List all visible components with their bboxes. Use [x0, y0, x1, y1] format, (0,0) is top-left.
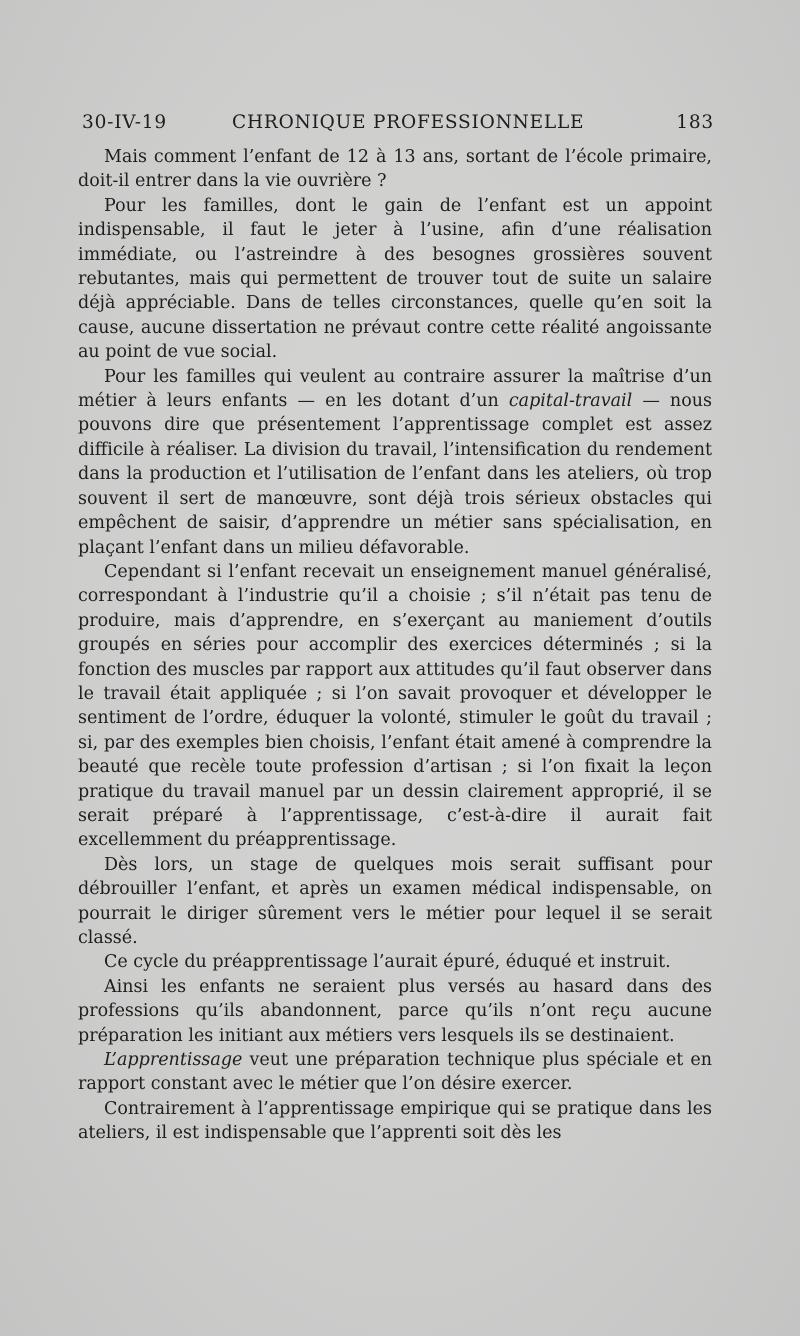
paragraph-9: Contrairement à l’apprentissage empirique qui se pratique dans les ateliers, il est indispensable que l’apprenti soit dès les [78, 1098, 712, 1144]
paragraph-1: Mais comment l’enfant de 12 à 13 ans, sortant de l’école primaire, doit-il entrer dans la vie ouvrière ? [78, 147, 712, 192]
page-number: 183 [676, 112, 714, 133]
paragraph-8 [78, 1048, 712, 1097]
paragraph-8-text: veut une préparation technique plus spéciale et en rapport constant avec le métier que l’on désire exercer. [78, 1050, 712, 1095]
paragraph-6: Ce cycle du préapprentissage l’aurait épuré, éduqué et instruit. [104, 952, 671, 973]
italic-term-apprentissage: L’apprentissage [104, 1050, 243, 1071]
header-date: 30-IV-19 [82, 112, 167, 133]
paragraph-4: Cependant si l’enfant recevait un enseignement manuel généralisé, correspondant à l’industrie qu’il a choisie ; s’il n’était pas tenu de produire, mais d’apprendre, en s’exerçant au maniement d’outils groupés en séries pour accomplir des exercices déterminés ; si la fonction des muscles par rapport aux attitudes qu’il faut observer dans le travail était appliquée ; si l’on savait provoquer et développer le sentiment de l’ordre, éduquer la volonté, stimuler le goût du travail ; si, par des exemples bien choisis, l’enfant était amené à comprendre la beauté que recèle toute profession d’artisan ; si l’on fixait la leçon pratique du travail manuel par un dessin clairement approprié, il se serait préparé à l’apprentissage, c’est-à-dire il aurait fait excellemment du préapprentissage. [78, 561, 712, 851]
paragraph-3-text-a: Pour les familles qui veulent au contraire assurer la maîtrise d’un métier à leurs enfants — en les dotant d’un [78, 366, 712, 412]
paragraph-7: Ainsi les enfants ne seraient plus versés au hasard dans des professions qu’ils abandonnent, parce qu’ils n’ont reçu aucune préparation les initiant aux métiers vers lesquels ils se destinaient. [78, 976, 712, 1046]
italic-term-capital-travail: capital-travail [508, 391, 633, 412]
paragraph-2: Pour les familles, dont le gain de l’enfant est un appoint indispensable, il faut le jeter à l’usine, afin d’une réalisation immédiate, ou l’astreindre à des besognes grossières souvent rebutantes, mais qui permettent de trouver tout de suite un salaire déjà appréciable. Dans de telles circonstances, quelle qu’en soit la cause, aucune dissertation ne prévaut contre cette réalité angoissante au point de vue social. [78, 195, 712, 363]
paragraph-3-text-b: — nous pouvons dire que présentement l’apprentissage complet est assez difficile à réaliser. La division du travail, l’intensification du rendement dans la production et l’utilisation de l’enfant dans les ateliers, où trop souvent il sert de manœuvre, sont déjà trois sérieux obstacles qui empêchent de saisir, d’apprendre un métier sans spécialisation, en plaçant l’enfant dans un milieu défavorable. [78, 391, 712, 558]
body-text [78, 145, 712, 1146]
paragraph-3 [78, 365, 712, 560]
header-title: CHRONIQUE PROFESSIONNELLE [232, 112, 585, 133]
paragraph-5: Dès lors, un stage de quelques mois serait suffisant pour débrouiller l’enfant, et après un examen médical indispensable, on pourrait le diriger sûrement vers le métier pour lequel il se serait classé. [78, 854, 712, 948]
running-header [82, 112, 714, 138]
